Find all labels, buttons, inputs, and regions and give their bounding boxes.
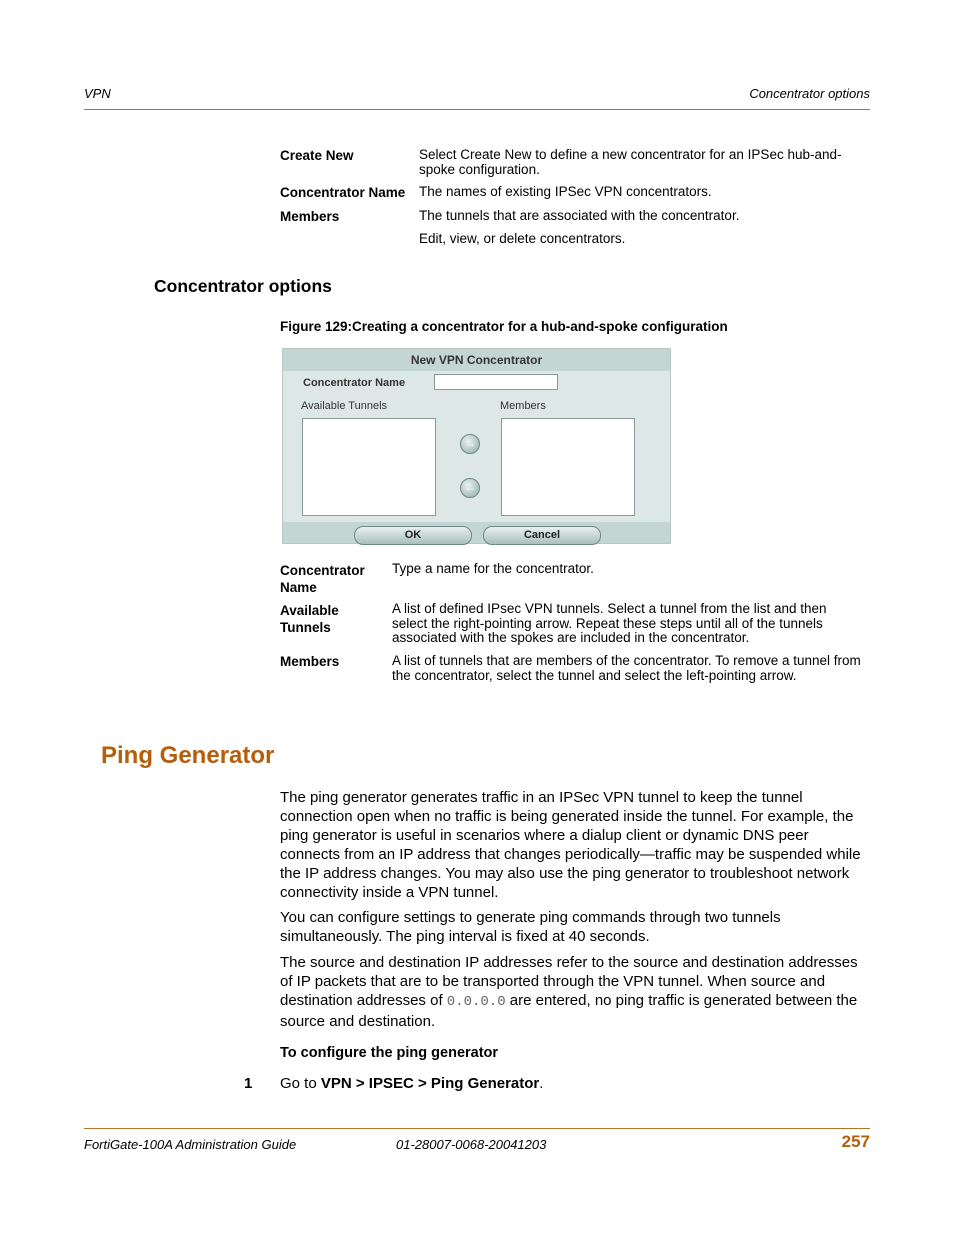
- procedure-heading: To configure the ping generator: [280, 1045, 499, 1061]
- para3-code: 0.0.0.0: [446, 994, 506, 1010]
- step-before: Go to: [280, 1075, 321, 1092]
- def-desc-edit: Edit, view, or delete concentrators.: [419, 231, 626, 246]
- fig-def-desc-concentrator-name: Type a name for the concentrator.: [392, 561, 594, 576]
- def-term-create-new: Create New: [280, 148, 354, 163]
- dialog-button-bar: [283, 522, 670, 543]
- step-menu-path: VPN > IPSEC > Ping Generator: [320, 1075, 540, 1092]
- ping-generator-heading: Ping Generator: [101, 742, 275, 769]
- footer-rule: [84, 1128, 870, 1129]
- step-number: 1: [244, 1075, 253, 1092]
- arrow-right-icon[interactable]: →: [460, 434, 480, 454]
- fig-def-desc-members: A list of tunnels that are members of the concentrator. To remove a tunnel from the concentrator, select the tunnel and select the left-pointing arrow.: [392, 653, 861, 683]
- header-rule: [84, 109, 870, 110]
- step-after: .: [539, 1075, 544, 1092]
- fig-def-term-concentrator-name: Concentrator Name: [280, 563, 365, 595]
- footer-doc-number: 01-28007-0068-20041203: [396, 1137, 547, 1152]
- fig-def-term-members: Members: [280, 654, 340, 669]
- figure-caption: Figure 129:Creating a concentrator for a hub-and-spoke configuration: [280, 319, 728, 334]
- cancel-button[interactable]: Cancel: [483, 526, 601, 545]
- dialog-title: New VPN Concentrator: [283, 349, 670, 371]
- available-tunnels-label: Available Tunnels: [301, 400, 388, 412]
- paragraph-addresses: [280, 953, 870, 1031]
- para3-after: are entered, no ping traffic is generated between the source and destination.: [280, 992, 858, 1030]
- footer-guide-title: FortiGate-100A Administration Guide: [84, 1137, 297, 1152]
- new-vpn-concentrator-dialog: [282, 348, 671, 544]
- header-title: Concentrator options: [749, 86, 870, 101]
- para3-before: The source and destination IP addresses refer to the source and destination addresses of IP packets that are to be transported through the VPN tunnel. When source and destination addresses of: [280, 954, 858, 1009]
- members-label: Members: [500, 400, 546, 412]
- concentrator-name-input[interactable]: [434, 374, 558, 390]
- header-section: VPN: [84, 86, 111, 101]
- members-list[interactable]: [501, 418, 635, 516]
- page-number: 257: [841, 1132, 870, 1151]
- def-desc-concentrator-name: The names of existing IPSec VPN concentrators.: [419, 184, 712, 199]
- def-desc-create-new: Select Create New to define a new concentrator for an IPSec hub-and-spoke configuration.: [419, 147, 842, 177]
- def-term-members: Members: [280, 209, 340, 224]
- ok-button[interactable]: OK: [354, 526, 472, 545]
- section-heading: Concentrator options: [154, 276, 332, 296]
- def-term-concentrator-name: Concentrator Name: [280, 185, 406, 200]
- step-text: [280, 1075, 543, 1092]
- arrow-left-icon[interactable]: ←: [460, 478, 480, 498]
- fig-def-term-available-tunnels: Available Tunnels: [280, 603, 339, 635]
- available-tunnels-list[interactable]: [302, 418, 436, 516]
- fig-def-desc-available-tunnels: A list of defined IPsec VPN tunnels. Select a tunnel from the list and then select the right-pointing arrow. Repeat these steps until all of the tunnels associated with the spokes are included in the concentrator.: [392, 601, 827, 645]
- def-desc-members: The tunnels that are associated with the concentrator.: [419, 208, 740, 223]
- paragraph-two-tunnels: You can configure settings to generate ping commands through two tunnels simultaneously. The ping interval is fixed at 40 seconds.: [280, 909, 781, 945]
- concentrator-name-label: Concentrator Name: [303, 377, 406, 389]
- paragraph-intro: The ping generator generates traffic in an IPSec VPN tunnel to keep the tunnel connection open when no traffic is being generated inside the tunnel. For example, the ping generator is useful in scenarios where a dialup client or dynamic DNS peer connects from an IP address that changes periodically—traffic may be suspended while the IP address changes. You may also use the ping generator to troubleshoot network connectivity inside a VPN tunnel.: [280, 789, 861, 901]
